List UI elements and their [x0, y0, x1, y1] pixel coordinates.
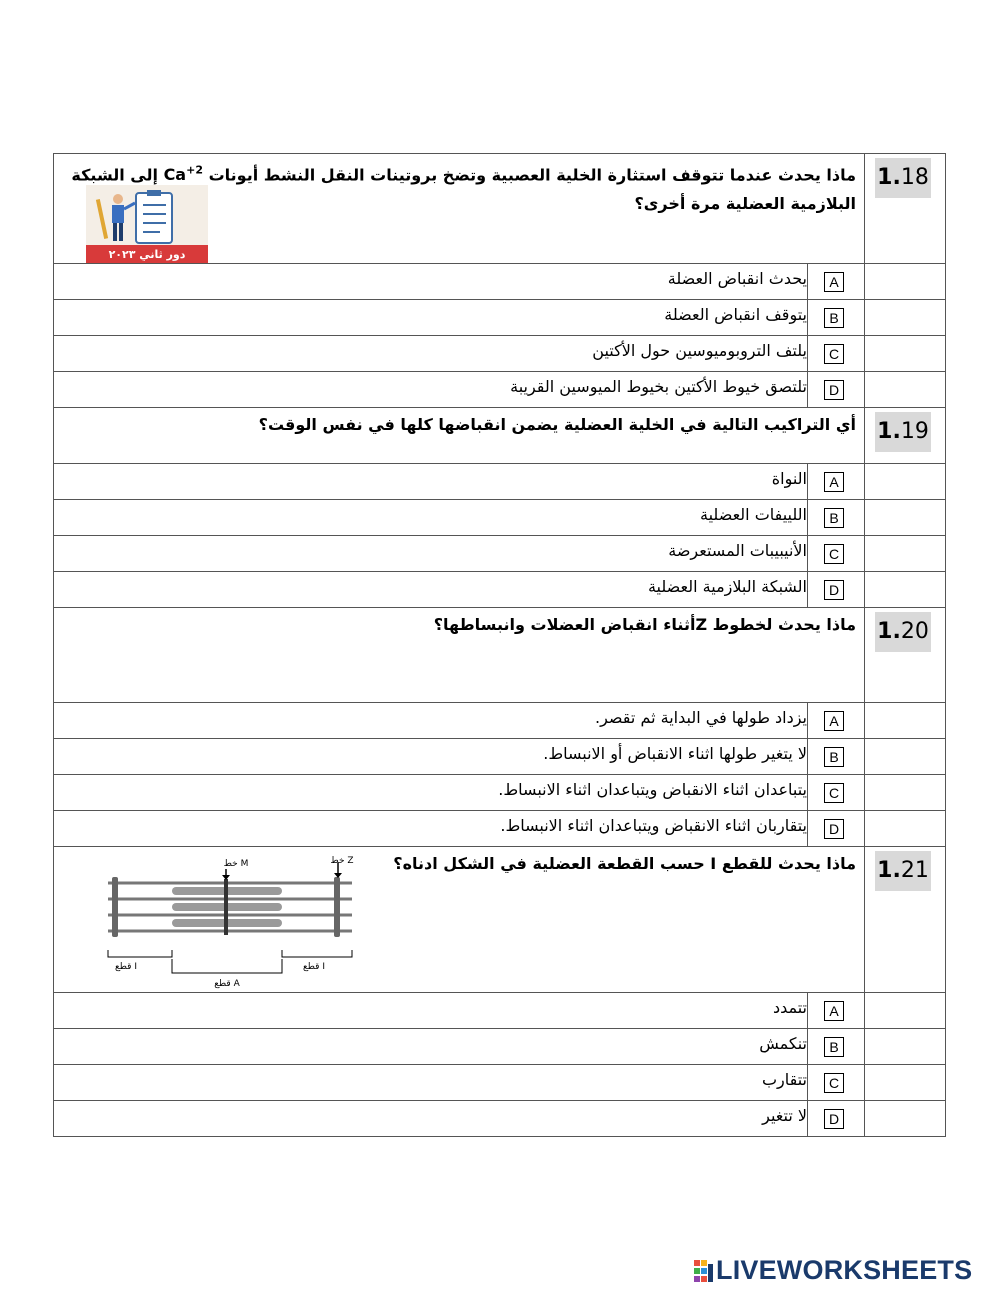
- question-number-cell: [865, 154, 946, 264]
- option-row[interactable]: [54, 1065, 946, 1101]
- option-letter-cell: [808, 775, 865, 811]
- option-row[interactable]: [54, 811, 946, 847]
- option-letter[interactable]: C: [824, 1073, 844, 1093]
- question-number: 1.21: [875, 851, 931, 891]
- option-letter-cell: [808, 1065, 865, 1101]
- question-cell: [54, 154, 865, 264]
- option-letter-cell: [808, 500, 865, 536]
- option-text[interactable]: اللييفات العضلية: [54, 500, 808, 536]
- logo-blocks-icon: [694, 1260, 714, 1282]
- m-line-arrow-icon: [222, 875, 230, 880]
- question-cell: [54, 608, 865, 703]
- option-letter-cell: [808, 264, 865, 300]
- sarcomere-diagram: [102, 855, 362, 991]
- option-row[interactable]: [54, 1101, 946, 1137]
- option-letter[interactable]: C: [824, 544, 844, 564]
- option-letter[interactable]: B: [824, 747, 844, 767]
- option-text[interactable]: يتقاربان اثناء الانقباض ويتباعدان اثناء الانبساط.: [54, 811, 808, 847]
- question-row-19: [54, 408, 946, 464]
- option-text[interactable]: يتوقف انقباض العضلة: [54, 300, 808, 336]
- option-row[interactable]: [54, 536, 946, 572]
- question-text: ماذا يحدث للقطع I حسب القطعة العضلية في الشكل ادناه؟: [393, 854, 856, 873]
- option-row[interactable]: [54, 372, 946, 408]
- answer-cell: [865, 739, 946, 775]
- option-letter-cell: [808, 336, 865, 372]
- option-letter[interactable]: C: [824, 344, 844, 364]
- option-text[interactable]: الأنيبيبات المستعرضة: [54, 536, 808, 572]
- answer-cell: [865, 264, 946, 300]
- option-letter[interactable]: A: [824, 711, 844, 731]
- option-letter-cell: [808, 811, 865, 847]
- option-letter-cell: [808, 1101, 865, 1137]
- question-cell: [54, 847, 865, 993]
- option-row[interactable]: [54, 336, 946, 372]
- option-letter[interactable]: A: [824, 272, 844, 292]
- question-number: 1.20: [875, 612, 931, 652]
- answer-cell: [865, 1029, 946, 1065]
- option-letter-cell: [808, 536, 865, 572]
- question-number: 1.19: [875, 412, 931, 452]
- answer-cell: [865, 703, 946, 739]
- question-text: ماذا يحدث عندما تتوقف استثارة الخلية العصبية وتضخ بروتينات النقل النشط أيونات $Ca^{+2}$ إلى الشبكة البلازمية العضلية مرة أخرى؟: [71, 164, 856, 214]
- i-band-left-label: قطع I: [115, 962, 137, 972]
- brand-name: LIVEWORKSHEETS: [716, 1255, 973, 1285]
- person-head-icon: [113, 194, 123, 204]
- answer-cell: [865, 1065, 946, 1101]
- option-letter-cell: [808, 703, 865, 739]
- worksheet-table: [53, 153, 946, 1137]
- option-letter[interactable]: B: [824, 508, 844, 528]
- option-text[interactable]: تنكمش: [54, 1029, 808, 1065]
- option-row[interactable]: [54, 703, 946, 739]
- i-band-right-label: قطع I: [303, 962, 325, 972]
- option-row[interactable]: [54, 993, 946, 1029]
- answer-cell: [865, 500, 946, 536]
- option-letter[interactable]: B: [824, 308, 844, 328]
- option-row[interactable]: [54, 264, 946, 300]
- m-line-label: خط M: [223, 859, 249, 869]
- person-body-icon: [112, 205, 124, 223]
- clipboard-clip-icon: [147, 190, 161, 196]
- answer-cell: [865, 536, 946, 572]
- option-letter-cell: [808, 464, 865, 500]
- option-text[interactable]: يتباعدان اثناء الانقباض ويتباعدان اثناء الانبساط.: [54, 775, 808, 811]
- ion-formula: $Ca^{+2}$: [163, 164, 203, 185]
- option-text[interactable]: يزداد طولها في البداية ثم تقصر.: [54, 703, 808, 739]
- option-letter-cell: [808, 372, 865, 408]
- option-letter-cell: [808, 572, 865, 608]
- option-row[interactable]: [54, 464, 946, 500]
- clipboard-icon: [136, 193, 172, 243]
- option-letter[interactable]: A: [824, 1001, 844, 1021]
- option-letter-cell: [808, 300, 865, 336]
- badge-caption: دور ثاني ٢٠٢٣: [108, 248, 186, 261]
- option-letter-cell: [808, 1029, 865, 1065]
- answer-cell: [865, 300, 946, 336]
- answer-cell: [865, 464, 946, 500]
- exam-badge: [86, 185, 208, 263]
- answer-cell: [865, 993, 946, 1029]
- option-letter[interactable]: D: [824, 580, 844, 600]
- question-number-cell: [865, 608, 946, 703]
- option-row[interactable]: [54, 300, 946, 336]
- question-number-cell: [865, 847, 946, 993]
- option-letter[interactable]: B: [824, 1037, 844, 1057]
- option-row[interactable]: [54, 572, 946, 608]
- option-text[interactable]: لا تتغير: [54, 1101, 808, 1137]
- answer-cell: [865, 1101, 946, 1137]
- answer-cell: [865, 572, 946, 608]
- question-row-18: [54, 154, 946, 264]
- option-text[interactable]: يلتف التروبوميوسين حول الأكتين: [54, 336, 808, 372]
- option-text[interactable]: لا يتغير طولها اثناء الانقباض أو الانبساط.: [54, 739, 808, 775]
- option-text[interactable]: الشبكة البلازمية العضلية: [54, 572, 808, 608]
- option-text[interactable]: النواة: [54, 464, 808, 500]
- question-number: 1.18: [875, 158, 931, 198]
- answer-cell: [865, 775, 946, 811]
- option-letter[interactable]: D: [824, 380, 844, 400]
- option-row[interactable]: [54, 500, 946, 536]
- option-row[interactable]: [54, 739, 946, 775]
- option-letter[interactable]: D: [824, 819, 844, 839]
- option-letter[interactable]: A: [824, 472, 844, 492]
- answer-cell: [865, 811, 946, 847]
- option-row[interactable]: [54, 1029, 946, 1065]
- question-row-21: [54, 847, 946, 993]
- option-text[interactable]: تلتصق خيوط الأكتين بخيوط الميوسين القريبة: [54, 372, 808, 408]
- liveworksheets-logo[interactable]: [694, 1255, 972, 1286]
- option-letter-cell: [808, 993, 865, 1029]
- option-letter-cell: [808, 739, 865, 775]
- option-text[interactable]: تتمدد: [54, 993, 808, 1029]
- question-number-cell: [865, 408, 946, 464]
- m-line: [224, 879, 228, 935]
- question-text: أي التراكيب التالية في الخلية العضلية يضمن انقباضها كلها في نفس الوقت؟: [258, 415, 856, 434]
- z-line-label: خط Z: [330, 856, 354, 866]
- option-text[interactable]: يحدث انقباض العضلة: [54, 264, 808, 300]
- option-text[interactable]: تتقارب: [54, 1065, 808, 1101]
- question-text: ماذا يحدث لخطوط Zأثناء انقباض العضلات وانبساطها؟: [433, 615, 856, 634]
- option-letter[interactable]: D: [824, 1109, 844, 1129]
- option-letter[interactable]: C: [824, 783, 844, 803]
- question-row-20: [54, 608, 946, 703]
- answer-cell: [865, 372, 946, 408]
- option-row[interactable]: [54, 775, 946, 811]
- answer-cell: [865, 336, 946, 372]
- question-cell: [54, 408, 865, 464]
- a-band-label: قطع A: [214, 979, 240, 989]
